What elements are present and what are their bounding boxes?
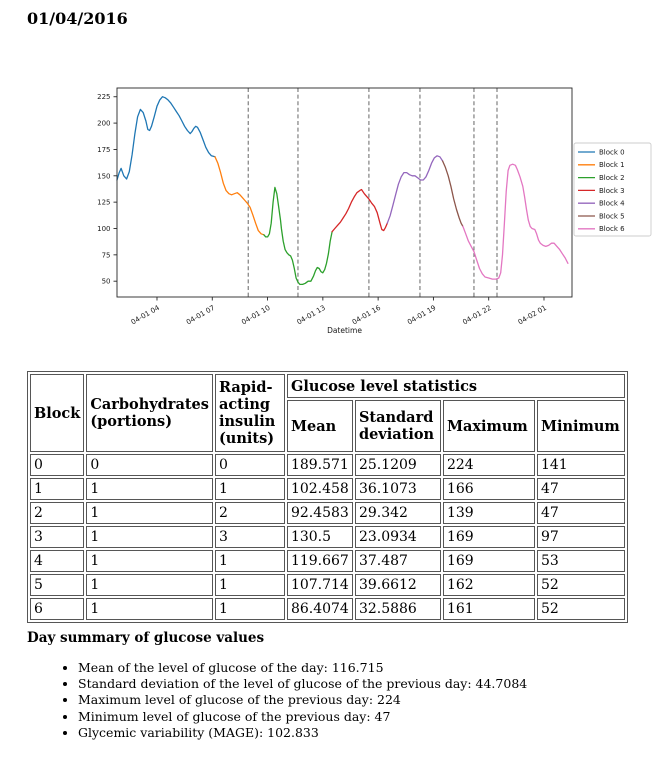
cell-min: 52	[537, 598, 625, 620]
summary-bullet: • Glycemic variability (MAGE): 102.833	[78, 725, 656, 741]
cell-std: 39.6612	[355, 574, 441, 596]
x-tick-label: 04-01 04	[129, 303, 161, 327]
legend-label-block-2: Block 2	[599, 174, 625, 182]
x-tick-label: 04-02 01	[516, 303, 548, 327]
table-row	[30, 478, 625, 500]
cell-max: 224	[443, 454, 535, 476]
x-tick-label: 04-01 07	[185, 303, 217, 327]
y-tick-label: 100	[97, 224, 111, 233]
page-title: 01/04/2016	[27, 9, 128, 28]
legend-label-block-5: Block 5	[599, 212, 625, 221]
header-glucose-statistics: Glucose level statistics	[287, 374, 625, 398]
table-row	[30, 502, 625, 524]
summary-list	[27, 660, 656, 741]
cell-min: 47	[537, 502, 625, 524]
cell-min: 52	[537, 574, 625, 596]
cell-max: 166	[443, 478, 535, 500]
cell-min: 47	[537, 478, 625, 500]
cell-carbs: 0	[86, 454, 213, 476]
cell-carbs: 1	[86, 598, 213, 620]
y-tick-label: 200	[97, 119, 111, 128]
cell-max: 169	[443, 526, 535, 548]
cell-mean: 130.5	[287, 526, 353, 548]
cell-std: 23.0934	[355, 526, 441, 548]
cell-block: 6	[30, 598, 84, 620]
header-maximum: Maximum	[443, 400, 535, 452]
cell-max: 139	[443, 502, 535, 524]
cell-std: 32.5886	[355, 598, 441, 620]
cell-mean: 92.4583	[287, 502, 353, 524]
cell-block: 5	[30, 574, 84, 596]
cell-carbs: 1	[86, 502, 213, 524]
glucose-chart	[56, 80, 656, 345]
cell-std: 29.342	[355, 502, 441, 524]
cell-carbs: 1	[86, 550, 213, 572]
x-axis-label: Datetime	[327, 326, 362, 335]
summary-heading: Day summary of glucose values	[27, 630, 265, 646]
cell-max: 161	[443, 598, 535, 620]
header-standard-deviation: Standard deviation	[355, 400, 441, 452]
series-line-block-1	[215, 157, 264, 235]
legend-label-block-6: Block 6	[599, 225, 625, 234]
summary-bullet: • Minimum level of glucose of the previous day: 47	[78, 709, 656, 725]
cell-insulin: 1	[215, 550, 285, 572]
table-row	[30, 526, 625, 548]
summary-bullet: • Mean of the level of glucose of the day: 116.715	[78, 660, 656, 676]
cell-max: 162	[443, 574, 535, 596]
y-tick-label: 175	[97, 145, 111, 154]
header-mean: Mean	[287, 400, 353, 452]
x-tick-label: 04-01 19	[406, 303, 438, 327]
series-line-block-5	[443, 161, 463, 226]
y-tick-label: 75	[101, 251, 111, 260]
y-tick-label: 225	[97, 93, 111, 102]
cell-mean: 189.571	[287, 454, 353, 476]
x-tick-label: 04-01 13	[295, 303, 327, 327]
cell-block: 3	[30, 526, 84, 548]
glucose-chart-figure	[56, 80, 656, 345]
cell-std: 37.487	[355, 550, 441, 572]
block-statistics-table	[27, 371, 628, 623]
cell-insulin: 1	[215, 478, 285, 500]
cell-carbs: 1	[86, 574, 213, 596]
cell-mean: 119.667	[287, 550, 353, 572]
y-tick-label: 50	[101, 277, 111, 286]
x-tick-label: 04-01 10	[240, 303, 272, 327]
cell-carbs: 1	[86, 478, 213, 500]
cell-std: 36.1073	[355, 478, 441, 500]
cell-min: 97	[537, 526, 625, 548]
summary-bullet: • Standard deviation of the level of glucose of the previous day: 44.7084	[78, 676, 656, 692]
header-insulin: Rapid-acting insulin (units)	[215, 374, 285, 452]
header-carbohydrates: Carbohydrates (portions)	[86, 374, 213, 452]
cell-insulin: 1	[215, 574, 285, 596]
cell-mean: 102.458	[287, 478, 353, 500]
cell-block: 1	[30, 478, 84, 500]
table-row	[30, 598, 625, 620]
cell-min: 141	[537, 454, 625, 476]
cell-mean: 107.714	[287, 574, 353, 596]
header-minimum: Minimum	[537, 400, 625, 452]
cell-std: 25.1209	[355, 454, 441, 476]
legend-label-block-3: Block 3	[599, 186, 625, 195]
x-tick-label: 04-01 22	[461, 303, 493, 327]
cell-insulin: 3	[215, 526, 285, 548]
cell-block: 0	[30, 454, 84, 476]
cell-mean: 86.4074	[287, 598, 353, 620]
header-block: Block	[30, 374, 84, 452]
series-line-block-4	[387, 156, 442, 223]
legend-label-block-1: Block 1	[599, 161, 625, 170]
series-line-block-6	[463, 164, 568, 279]
table-header-row-top	[30, 374, 625, 398]
table-row	[30, 550, 625, 572]
cell-min: 53	[537, 550, 625, 572]
plot-frame	[117, 88, 572, 297]
cell-block: 2	[30, 502, 84, 524]
series-line-block-3	[332, 190, 387, 232]
cell-max: 169	[443, 550, 535, 572]
table-row	[30, 454, 625, 476]
summary-bullet: • Maximum level of glucose of the previous day: 224	[78, 692, 656, 708]
y-tick-label: 150	[97, 172, 111, 181]
cell-insulin: 2	[215, 502, 285, 524]
table-row	[30, 574, 625, 596]
y-tick-label: 125	[97, 198, 111, 207]
cell-insulin: 1	[215, 598, 285, 620]
legend-label-block-4: Block 4	[599, 199, 625, 208]
cell-carbs: 1	[86, 526, 213, 548]
cell-block: 4	[30, 550, 84, 572]
cell-insulin: 0	[215, 454, 285, 476]
series-line-block-0	[117, 97, 215, 180]
legend-label-block-0: Block 0	[599, 148, 625, 157]
x-tick-label: 04-01 16	[350, 303, 383, 327]
